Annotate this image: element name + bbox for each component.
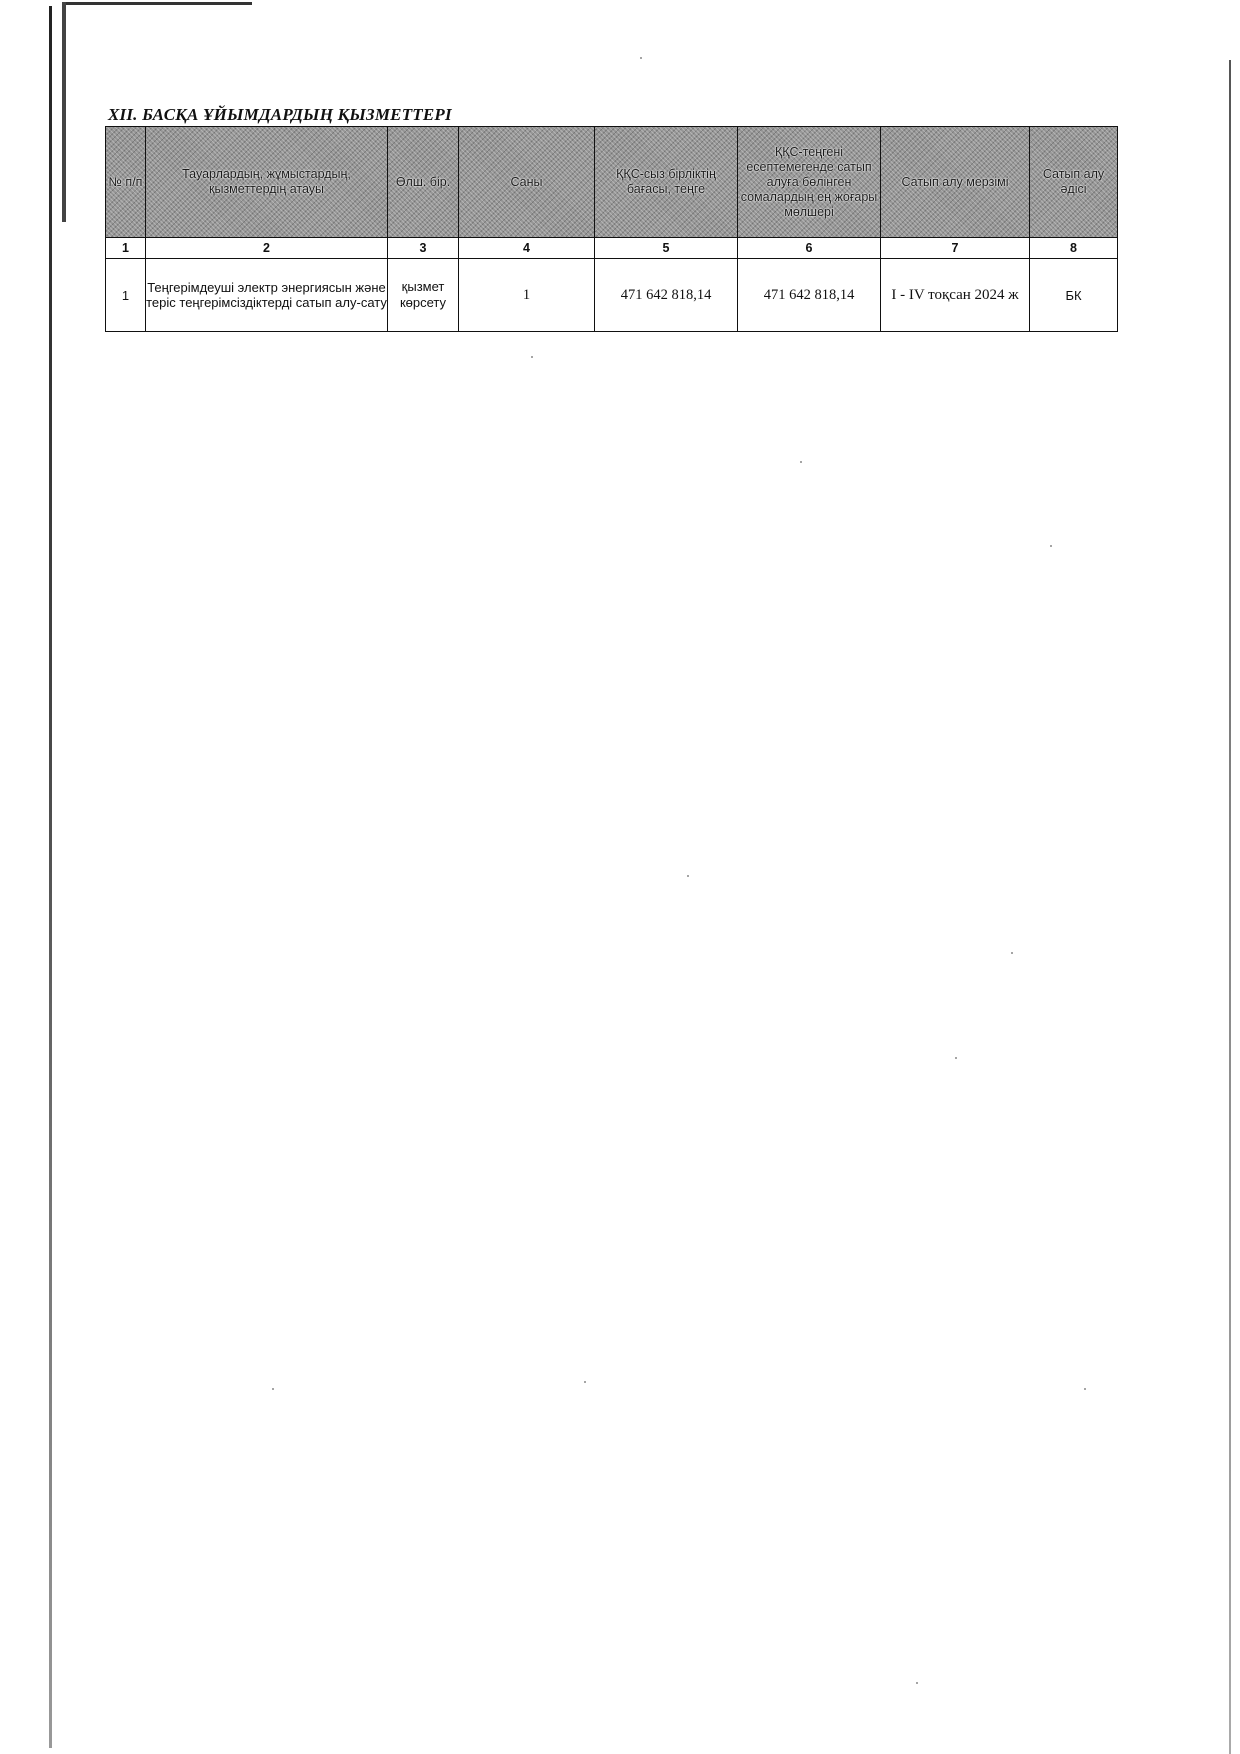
column-number: 7 [881,238,1030,259]
column-number: 1 [106,238,146,259]
scan-speck [584,1381,586,1383]
column-number: 6 [738,238,881,259]
row-number: 1 [106,259,146,332]
column-number-row [106,238,1118,259]
scan-speck [955,1057,957,1059]
column-number: 8 [1030,238,1118,259]
scan-right-edge [1229,60,1231,1754]
scan-speck [687,875,689,877]
header-method: Сатып алу әдісі [1030,127,1118,238]
scan-speck [1084,1388,1086,1390]
section-title: XII. БАСҚА ҰЙЫМДАРДЫҢ ҚЫЗМЕТТЕРІ [108,105,452,124]
column-number: 4 [459,238,595,259]
header-row [106,127,1118,238]
scan-speck [640,57,642,59]
scan-left-edge [49,6,52,1748]
row-item-name: Теңгерімдеуші электр энергиясын және теріс теңгерімсіздіктерді сатып алу-сату [146,259,388,332]
row-unit-price: 471 642 818,14 [595,259,738,332]
header-unit: Өлш. бір. [388,127,459,238]
column-number: 2 [146,238,388,259]
scan-speck [1011,952,1013,954]
scan-speck [1050,545,1052,547]
header-unit-price: ҚҚС-сыз бірліктің бағасы, теңге [595,127,738,238]
header-period: Сатып алу мерзімі [881,127,1030,238]
row-max-amount: 471 642 818,14 [738,259,881,332]
header-item-name: Тауарлардың, жұмыстардың, қызметтердің атауы [146,127,388,238]
row-period: І - ІV тоқсан 2024 ж [881,259,1030,332]
header-quantity: Саны [459,127,595,238]
scan-speck [916,1682,918,1684]
column-number: 3 [388,238,459,259]
row-method: БК [1030,259,1118,332]
header-number: № п/п [106,127,146,238]
table-row [106,259,1118,332]
scan-top-edge [62,2,252,5]
scan-speck [272,1388,274,1390]
scan-corner-edge [62,2,66,222]
procurement-table [105,126,1118,332]
column-number: 5 [595,238,738,259]
header-max-amount: ҚҚС-теңгені есептемегенде сатып алуға бөлінген сомалардың ең жоғары мөлшері [738,127,881,238]
scan-speck [531,356,533,358]
row-unit: қызмет көрсету [388,259,459,332]
row-quantity: 1 [459,259,595,332]
scan-speck [800,461,802,463]
